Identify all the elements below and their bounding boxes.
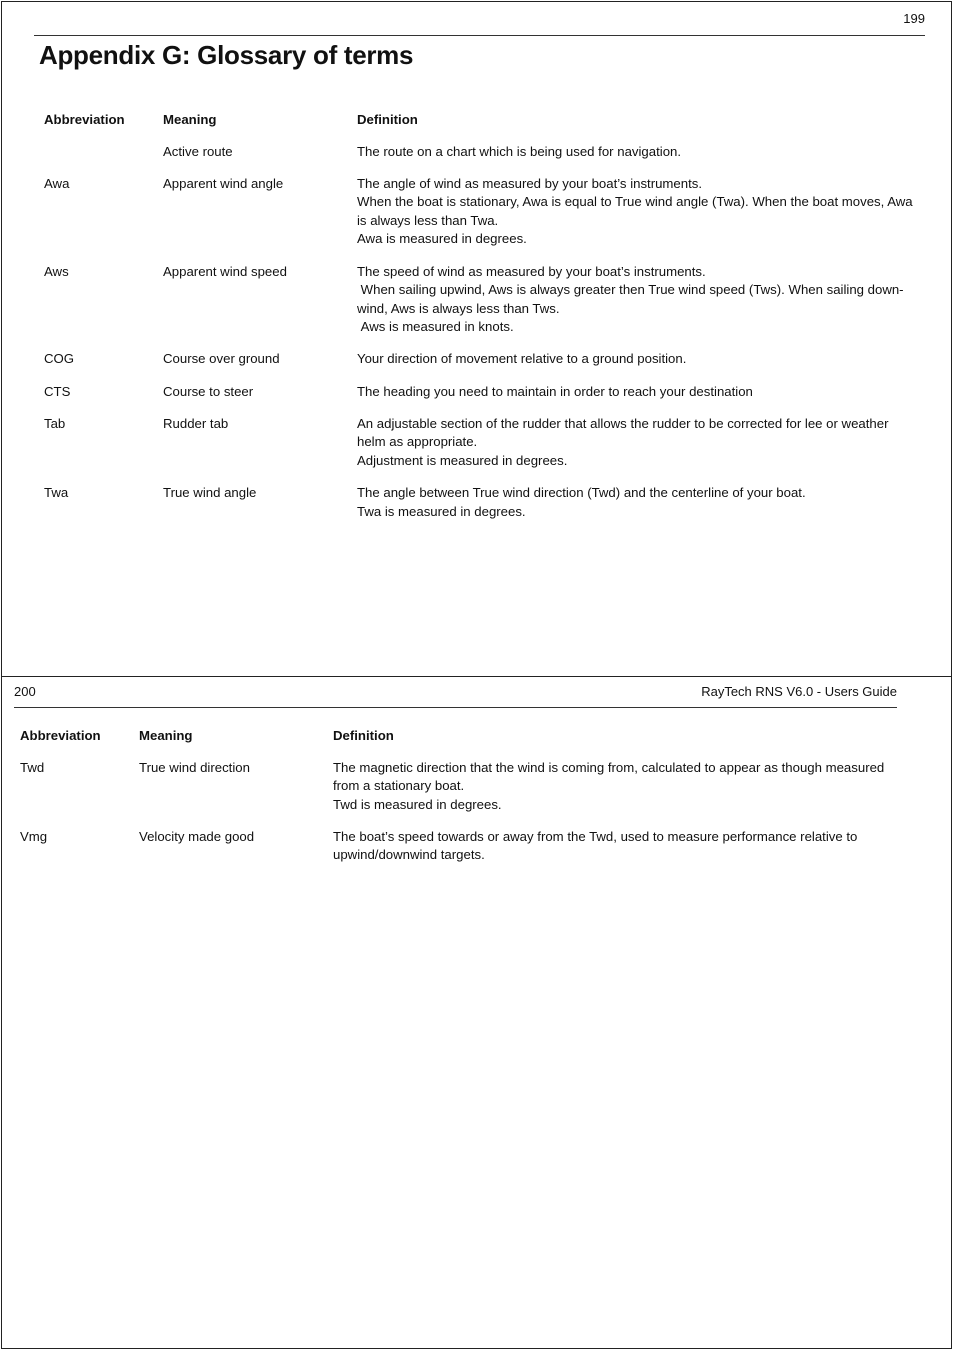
- term-abbreviation: [44, 143, 163, 162]
- term-meaning: Rudder tab: [163, 415, 229, 431]
- table-row: [20, 828, 890, 865]
- definition-line: The angle between True wind direction (Twd) and the centerline of your boat.: [357, 484, 806, 500]
- running-header-title: RayTech RNS V6.0 - Users Guide: [701, 684, 897, 699]
- term-definition: [357, 175, 914, 249]
- term-meaning: Course over ground: [163, 351, 280, 367]
- term-definition: [333, 759, 890, 815]
- term-meaning: True wind direction: [139, 759, 250, 775]
- term-abbreviation: Tab: [44, 415, 66, 431]
- definition-line: wind, Aws is always less than Tws.: [357, 300, 560, 316]
- glossary-table: [20, 727, 890, 879]
- definition-line: The boat’s speed towards or away from the Twd, used to measure performance relative to: [333, 828, 858, 844]
- column-header-meaning: Meaning: [163, 112, 217, 127]
- glossary-rows: [20, 759, 890, 865]
- column-header-abbreviation: Abbreviation: [44, 112, 125, 127]
- definition-line: from a stationary boat.: [333, 778, 465, 794]
- column-header-abbreviation: Abbreviation: [20, 728, 101, 743]
- definition-line: The heading you need to maintain in order to reach your destination: [357, 383, 753, 399]
- page-200: [1, 676, 952, 1349]
- table-row: [44, 383, 914, 402]
- definition-line: Your direction of movement relative to a ground position.: [357, 351, 687, 367]
- header-rule: [14, 707, 897, 708]
- definition-line: The angle of wind as measured by your boat’s instruments.: [357, 175, 703, 191]
- term-meaning: Velocity made good: [139, 828, 255, 844]
- table-row: [44, 415, 914, 471]
- term-abbreviation: CTS: [44, 383, 71, 399]
- column-header-meaning: Meaning: [139, 728, 193, 743]
- page-number: 200: [14, 684, 36, 699]
- definition-line: is always less than Twa.: [357, 212, 499, 228]
- header-rule: [34, 35, 925, 36]
- term-meaning: Course to steer: [163, 383, 254, 399]
- term-definition: [357, 143, 914, 162]
- definition-line: When the boat is stationary, Awa is equal to True wind angle (Twa). When the boat moves, Awa: [357, 194, 913, 210]
- term-abbreviation: Aws: [44, 263, 69, 279]
- column-header-definition: Definition: [333, 728, 394, 743]
- term-definition: [357, 415, 914, 471]
- page-number: 199: [903, 11, 925, 26]
- table-header-row: [44, 111, 914, 130]
- definition-line: Adjustment is measured in degrees.: [357, 452, 568, 468]
- table-row: [44, 263, 914, 337]
- term-meaning: Apparent wind speed: [163, 263, 287, 279]
- definition-line: Twa is measured in degrees.: [357, 503, 526, 519]
- definition-line: Aws is measured in knots.: [357, 319, 514, 335]
- glossary-table: [44, 111, 914, 535]
- definition-line: The magnetic direction that the wind is coming from, calculated to appear as though measured: [333, 759, 885, 775]
- table-row: [44, 175, 914, 249]
- page-199: [1, 1, 952, 677]
- term-definition: [333, 828, 890, 865]
- term-abbreviation: COG: [44, 351, 75, 367]
- definition-line: The route on a chart which is being used for navigation.: [357, 143, 682, 159]
- definition-line: Awa is measured in degrees.: [357, 231, 527, 247]
- term-definition: [357, 383, 914, 402]
- definition-line: The speed of wind as measured by your boat’s instruments.: [357, 263, 706, 279]
- table-row: [20, 759, 890, 815]
- term-abbreviation: Twd: [20, 759, 45, 775]
- table-header-row: [20, 727, 890, 746]
- column-header-definition: Definition: [357, 112, 418, 127]
- page-title: Appendix G: Glossary of terms: [39, 40, 414, 70]
- definition-line: upwind/downwind targets.: [333, 847, 485, 863]
- definition-line: Twd is measured in degrees.: [333, 796, 502, 812]
- definition-line: An adjustable section of the rudder that allows the rudder to be corrected for lee or weather: [357, 415, 889, 431]
- term-abbreviation: Vmg: [20, 828, 48, 844]
- glossary-rows: [44, 143, 914, 522]
- term-definition: [357, 484, 914, 521]
- term-meaning: Apparent wind angle: [163, 175, 284, 191]
- term-definition: [357, 350, 914, 369]
- term-abbreviation: Twa: [44, 484, 69, 500]
- definition-line: When sailing upwind, Aws is always greater then True wind speed (Tws). When sailing down-: [357, 282, 904, 298]
- term-meaning: Active route: [163, 143, 233, 159]
- term-meaning: True wind angle: [163, 484, 257, 500]
- term-definition: [357, 263, 914, 337]
- term-abbreviation: Awa: [44, 175, 70, 191]
- table-row: [44, 143, 914, 162]
- definition-line: helm as appropriate.: [357, 434, 478, 450]
- table-row: [44, 350, 914, 369]
- table-row: [44, 484, 914, 521]
